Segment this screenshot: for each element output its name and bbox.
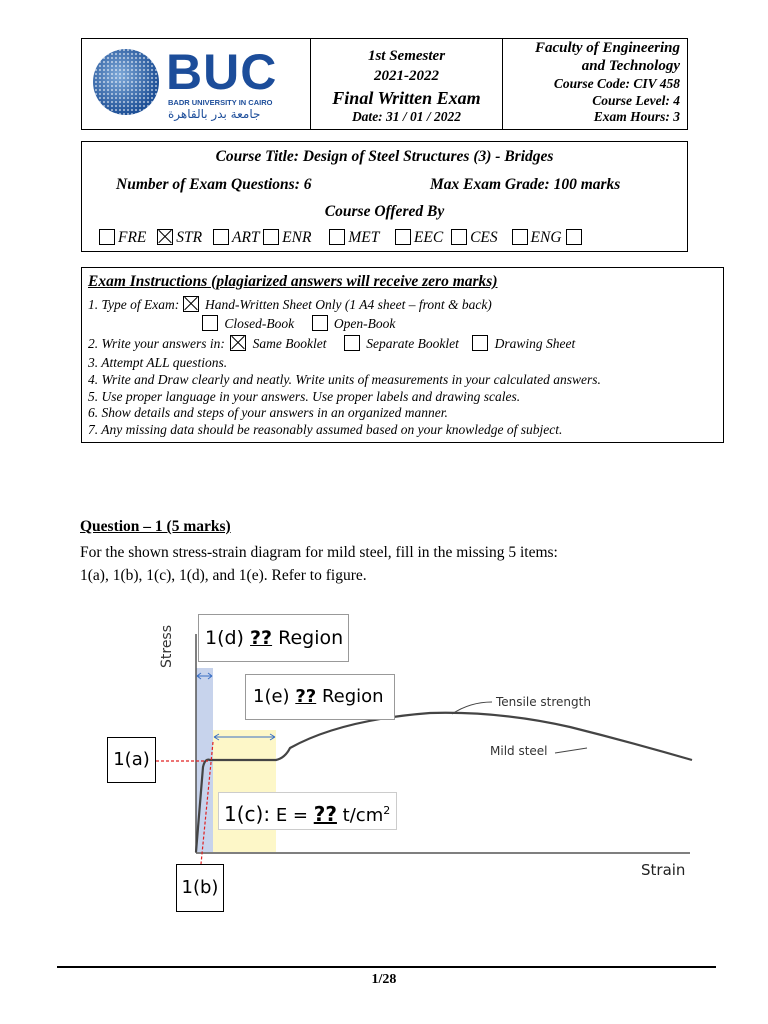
checkbox-drawing-sheet[interactable]: [472, 335, 488, 351]
faculty-line-1: Faculty of Engineering: [534, 40, 680, 56]
instruction-line-5: 5. Use proper language in your answers. Use proper labels and drawing scales.: [88, 389, 521, 404]
question-1-text-2: 1(a), 1(b), 1(c), 1(d), and 1(e). Refer to figure.: [80, 567, 367, 584]
label-1a-box: 1(a): [107, 737, 156, 783]
stress-strain-figure: [100, 610, 700, 920]
department-checkboxes: [99, 229, 585, 247]
max-grade: Max Exam Grade: 100 marks: [430, 176, 621, 193]
checkbox-str-checked[interactable]: [157, 229, 173, 245]
university-logo: [90, 44, 305, 126]
dept-eng[interactable]: ENG: [512, 229, 585, 246]
exam-title: Final Written Exam: [332, 88, 481, 108]
course-code: Course Code: CIV 458: [553, 76, 680, 91]
instruction-line-3: 3. Attempt ALL questions.: [88, 355, 228, 370]
x-axis-label: Strain: [641, 861, 686, 879]
checkbox-met[interactable]: [329, 229, 345, 245]
label-1b-box: 1(b): [176, 864, 224, 912]
label-1e-box: 1(e) ?? Region: [245, 674, 395, 720]
y-axis-label: Stress: [159, 624, 175, 668]
dept-enr[interactable]: ENR: [263, 229, 311, 246]
instruction-line-1: 1. Type of Exam: Hand-Written Sheet Only (1 A4 sheet – front & back): [88, 297, 492, 312]
mild-steel-leader-line: [555, 748, 587, 753]
logo-subtitle-en: BADR UNIVERSITY IN CAIRO: [168, 98, 273, 107]
instructions-title: Exam Instructions (plagiarized answers will receive zero marks): [88, 273, 498, 290]
instruction-line-4: 4. Write and Draw clearly and neatly. Write units of measurements in your calculated answers.: [88, 372, 601, 387]
question-1-heading: Question – 1 (5 marks): [80, 518, 231, 535]
course-level: Course Level: 4: [592, 93, 680, 108]
checkbox-handwritten-checked[interactable]: [183, 296, 199, 312]
plastic-region-band: [213, 730, 276, 852]
checkbox-fre[interactable]: [99, 229, 115, 245]
checkbox-same-booklet-checked[interactable]: [230, 335, 246, 351]
exam-hours: Exam Hours: 3: [593, 109, 680, 124]
checkbox-separate-booklet[interactable]: [344, 335, 360, 351]
mild-steel-label: Mild steel: [490, 744, 548, 758]
footer-rule: [57, 966, 716, 968]
page-number: 1/28: [371, 972, 397, 987]
offered-by: Course Offered By: [324, 203, 445, 220]
checkbox-eng[interactable]: [512, 229, 528, 245]
dept-eec[interactable]: EEC: [395, 229, 443, 246]
dept-art[interactable]: ART: [213, 229, 259, 246]
instruction-line-7: 7. Any missing data should be reasonably assumed based on your knowledge of subject.: [88, 422, 563, 437]
question-1-text-1: For the shown stress-strain diagram for mild steel, fill in the missing 5 items:: [80, 544, 558, 561]
course-title: Course Title: Design of Steel Structures (3) - Bridges: [215, 148, 554, 165]
instruction-line-6: 6. Show details and steps of your answers in an organized manner.: [88, 405, 448, 420]
checkbox-enr[interactable]: [263, 229, 279, 245]
dept-met[interactable]: MET: [329, 229, 379, 246]
logo-subtitle-ar: جامعة بدر بالقاهرة: [168, 107, 261, 121]
logo-text: BUC: [166, 44, 278, 100]
num-questions: Number of Exam Questions: 6: [116, 176, 312, 193]
checkbox-closed-book[interactable]: [202, 315, 218, 331]
semester: 1st Semester: [367, 48, 446, 64]
label-1c-box: 1(c): E = ?? $t/cm^2$: [218, 792, 397, 830]
checkbox-art[interactable]: [213, 229, 229, 245]
label-1d-box: 1(d) ?? Region: [198, 614, 349, 662]
checkbox-eec[interactable]: [395, 229, 411, 245]
exam-date: Date: 31 / 01 / 2022: [351, 109, 462, 124]
academic-year: 2021-2022: [374, 68, 439, 84]
instruction-line-2: 2. Write your answers in: Same Booklet Separate Booklet Drawing Sheet: [88, 336, 576, 351]
faculty-line-2: and Technology: [581, 58, 680, 74]
instruction-line-1b: Closed-Book Open-Book: [202, 315, 395, 332]
dept-str[interactable]: STR: [157, 229, 202, 246]
checkbox-ces[interactable]: [451, 229, 467, 245]
tensile-strength-label: Tensile strength: [496, 695, 591, 709]
checkbox-eng-box[interactable]: [566, 229, 582, 245]
dept-fre[interactable]: FRE: [99, 229, 146, 246]
dept-ces[interactable]: CES: [451, 229, 498, 246]
checkbox-open-book[interactable]: [312, 315, 328, 331]
